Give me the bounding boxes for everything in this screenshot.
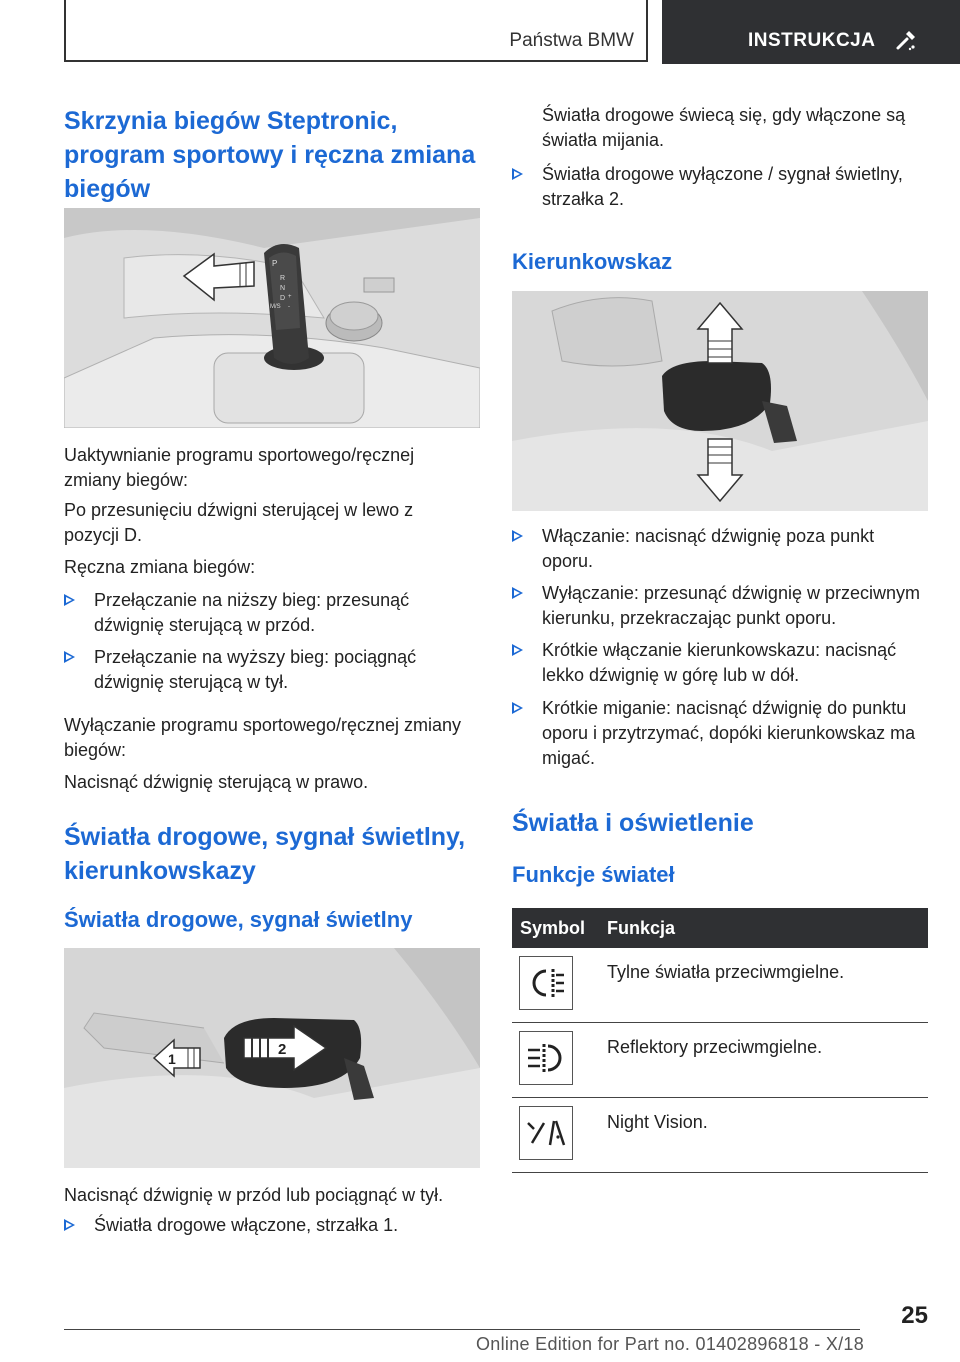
bullet-triangle-icon xyxy=(512,644,523,656)
paragraph-move-left: Po przesunięciu dźwigni sterującej w lewo z pozycji D. xyxy=(64,500,414,545)
list-item-short-signal xyxy=(512,638,928,688)
gear-label-plus: + xyxy=(288,294,292,300)
section-title-lights: Światła i oświetlenie xyxy=(512,809,754,837)
column-header-symbol: Symbol xyxy=(520,918,586,938)
list-item-high-beam-off-text: Światła drogowe wyłączone / sygnał świetlny, strzałka 2. xyxy=(542,164,903,209)
bullet-triangle-icon xyxy=(512,702,523,714)
table-header xyxy=(512,908,928,948)
subsection-title-light-functions: Funkcje świateł xyxy=(512,862,675,887)
bullet-triangle-icon xyxy=(64,1219,75,1231)
section-title-steptronic: Skrzynia biegów Steptronic, program sportowy i ręczna zmiana biegów xyxy=(64,107,476,203)
list-item-downshift xyxy=(64,588,480,638)
subsection-title-turn-signal: Kierunkowskaz xyxy=(512,249,673,274)
table-cell-function: Reflektory przeciwmgielne. xyxy=(607,1037,823,1057)
paragraph-push-or-pull: Nacisnąć dźwignię w przód lub pociągnąć w tył. xyxy=(64,1185,444,1205)
paragraph-high-beam-condition: Światła drogowe świecą się, gdy włączone są światła mijania. xyxy=(542,105,906,150)
header-brand-label: Państwa BMW xyxy=(509,30,634,51)
bullet-triangle-icon xyxy=(512,587,523,599)
high-beam-stalk-illustration xyxy=(64,948,480,1168)
arrow-1-label: 1 xyxy=(168,1051,176,1067)
list-item-upshift-text: Przełączanie na wyższy bieg: pociągnąć dźwignię sterującą w tył. xyxy=(94,647,417,692)
bullet-triangle-icon xyxy=(512,168,523,180)
subsection-title-high-beam: Światła drogowe, sygnał świetlny xyxy=(64,907,413,932)
list-item-high-beam-off xyxy=(512,162,928,212)
rear-fog-light-icon xyxy=(519,956,573,1010)
paragraph-push-right: Nacisnąć dźwignię sterującą w prawo. xyxy=(64,772,369,792)
gear-label-p: P xyxy=(272,259,278,268)
list-item-downshift-text: Przełączanie na niższy bieg: przesunąć dźwignię sterującą w przód. xyxy=(94,590,410,635)
gear-label-minus: - xyxy=(288,304,290,310)
header-right-tab[interactable] xyxy=(662,0,960,64)
bullet-triangle-icon xyxy=(64,651,75,663)
table-cell-function: Night Vision. xyxy=(607,1112,708,1132)
gear-label-ms: M/S xyxy=(270,304,281,310)
arrow-2-label: 2 xyxy=(278,1041,287,1058)
list-item-turn-on-text: Włączanie: nacisnąć dźwignię poza punkt oporu. xyxy=(542,526,875,571)
section-title-high-beam: Światła drogowe, sygnał świetlny, kierunkowskazy xyxy=(64,823,466,885)
page-number: 25 xyxy=(901,1302,928,1329)
paragraph-deactivate-sport: Wyłączanie programu sportowego/ręcznej zmiany biegów: xyxy=(64,715,462,760)
header-left-box xyxy=(64,0,648,62)
list-item-short-flash-text: Krótkie miganie: nacisnąć dźwignię do punktu oporu i przytrzymać, dopóki kierunkowskaz ma migać. xyxy=(542,698,916,768)
column-header-function: Funkcja xyxy=(607,918,676,938)
gear-selector-illustration xyxy=(64,208,480,428)
gear-label-n: N xyxy=(280,285,286,292)
bullet-triangle-icon xyxy=(512,530,523,542)
table-row xyxy=(512,1098,928,1173)
list-item-turn-off-text: Wyłączanie: przesunąć dźwignię w przeciwnym kierunku, przekraczając punkt oporu. xyxy=(542,583,920,628)
bullet-triangle-icon xyxy=(64,594,75,606)
footer-divider xyxy=(64,1329,860,1330)
gear-label-d: D xyxy=(280,295,286,302)
list-item-short-flash xyxy=(512,696,928,771)
turn-signal-stalk-illustration xyxy=(512,291,928,511)
list-item-upshift xyxy=(64,645,480,695)
table-row xyxy=(512,948,928,1023)
list-item-turn-on xyxy=(512,524,928,574)
gear-label-r: R xyxy=(280,275,286,282)
list-item-high-beam-on-text: Światła drogowe włączone, strzałka 1. xyxy=(94,1215,399,1235)
list-item-high-beam-on xyxy=(64,1213,480,1238)
paragraph-manual: Ręczna zmiana biegów: xyxy=(64,557,256,577)
footer-edition-text: Online Edition for Part no. 01402896818 - X/18 xyxy=(476,1334,865,1354)
header-section-label: INSTRUKCJA xyxy=(748,30,876,51)
paragraph-activate-sport: Uaktywnianie programu sportowego/ręcznej zmiany biegów: xyxy=(64,445,415,490)
night-vision-icon xyxy=(519,1106,573,1160)
list-item-short-signal-text: Krótkie włączanie kierunkowskazu: nacisnąć lekko dźwignię w górę lub w dół. xyxy=(542,640,897,685)
light-functions-table xyxy=(512,908,928,1173)
table-cell-function: Tylne światła przeciwmgielne. xyxy=(607,962,845,982)
list-item-turn-off xyxy=(512,581,928,631)
table-row xyxy=(512,1023,928,1098)
front-fog-light-icon xyxy=(519,1031,573,1085)
tools-icon xyxy=(894,28,918,52)
